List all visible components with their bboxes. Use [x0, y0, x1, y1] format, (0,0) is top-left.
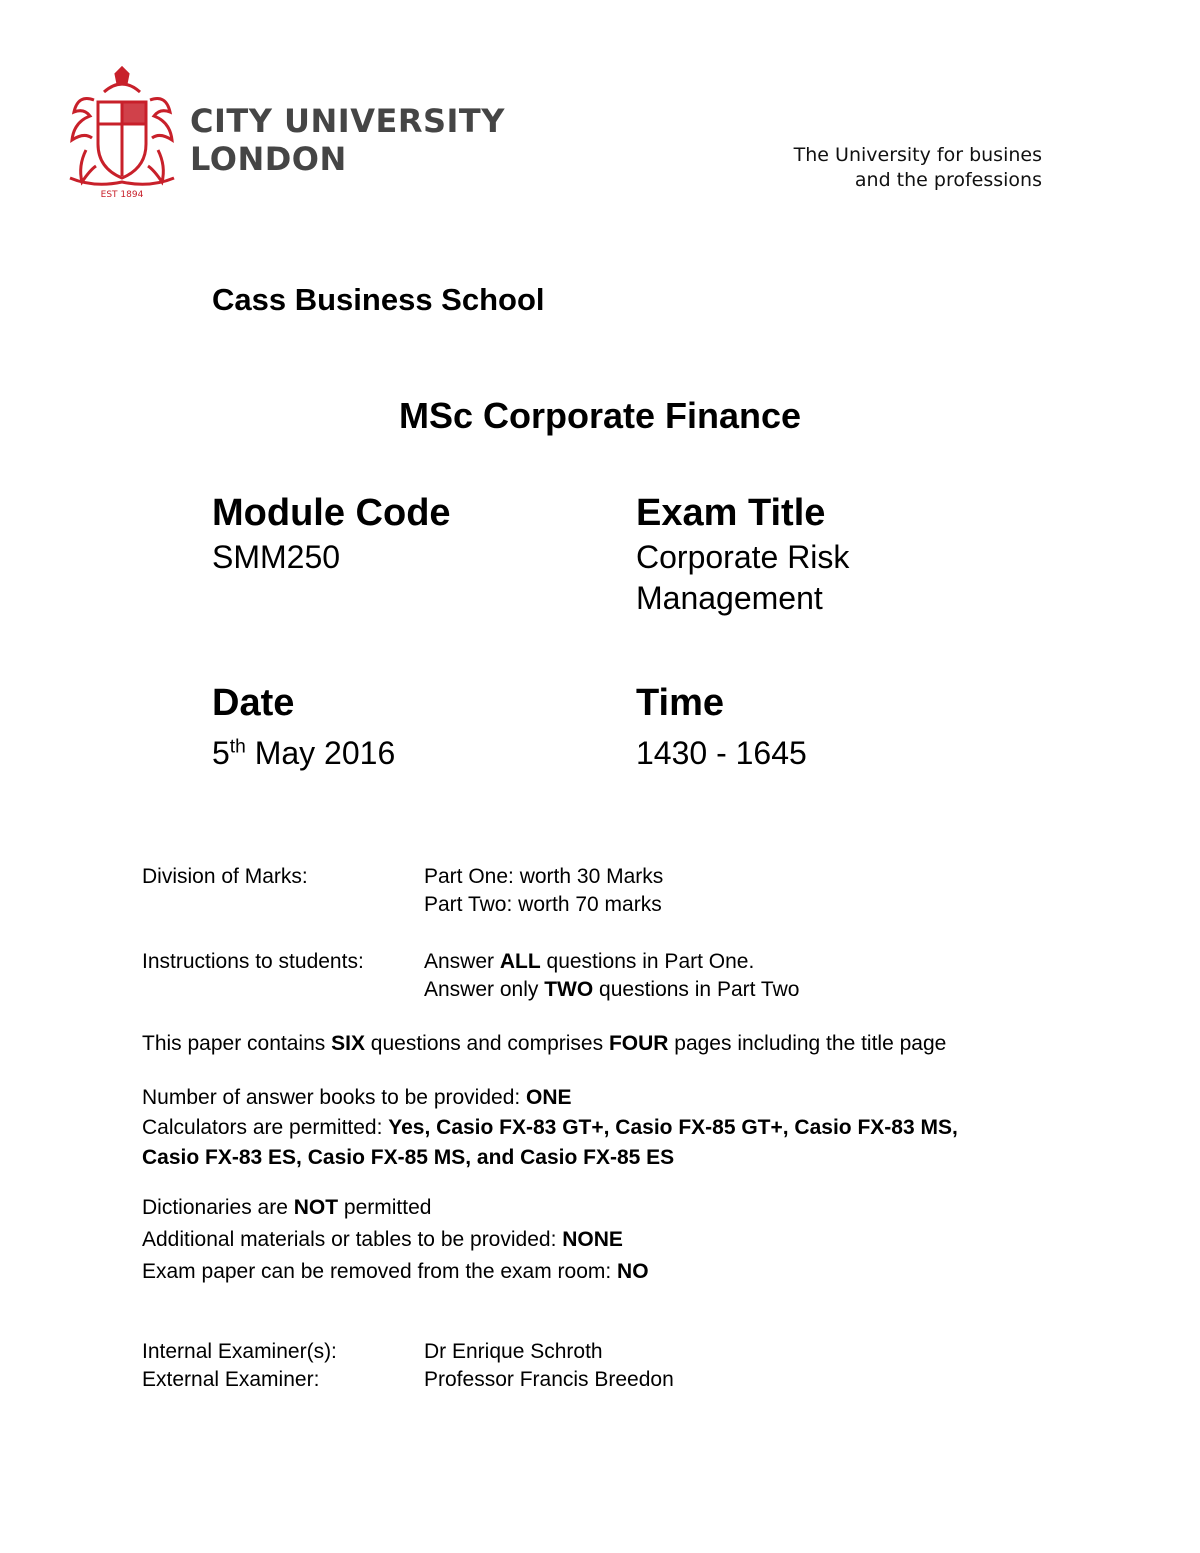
calculators-pre: Calculators are permitted:	[142, 1116, 389, 1139]
exam-title-line2: Management	[636, 580, 823, 616]
module-code-label: Module Code	[212, 492, 451, 534]
division-values	[424, 863, 663, 919]
removal-value: NO	[617, 1260, 649, 1283]
school-name: Cass Business School	[212, 282, 545, 317]
date-value	[212, 733, 395, 774]
paper-mid: questions and comprises	[364, 1032, 609, 1055]
external-examiner-name: Professor Francis Breedon	[424, 1368, 674, 1391]
instructions-label: Instructions to students:	[142, 950, 364, 973]
materials-value: NONE	[562, 1228, 623, 1251]
paper-questions-count: SIX	[331, 1032, 365, 1055]
instructions-values	[424, 948, 799, 1004]
date-rest: May 2016	[245, 735, 396, 771]
university-crest	[64, 66, 180, 200]
division-part-one: Part One: worth 30 Marks	[424, 865, 664, 888]
paper-post: pages including the title page	[668, 1032, 947, 1055]
division-label: Division of Marks:	[142, 865, 308, 888]
instruction-line2-post: questions in Part Two	[593, 978, 800, 1001]
time-value: 1430 - 1645	[636, 735, 807, 771]
exam-title-label: Exam Title	[636, 492, 826, 534]
instruction-line1-pre: Answer	[424, 950, 500, 973]
paper-pre: This paper contains	[142, 1032, 332, 1055]
wordmark-line1: CITY UNIVERSITY	[190, 102, 505, 140]
date-suffix: th	[229, 736, 246, 758]
examiners-labels	[142, 1338, 337, 1394]
university-tagline	[794, 143, 1042, 193]
instruction-line1-bold: ALL	[499, 950, 541, 973]
calculators-models-2: Casio FX-83 ES, Casio FX-85 MS, and Casio FX-85 ES	[142, 1146, 675, 1169]
tagline-line2: and the professions	[854, 169, 1042, 191]
instruction-line1-post: questions in Part One.	[540, 950, 755, 973]
materials-block	[142, 1083, 958, 1173]
date-day: 5	[212, 735, 230, 771]
calculators-models-1: Yes, Casio FX-83 GT+, Casio FX-85 GT+, Casio FX-83 MS,	[388, 1116, 958, 1139]
wordmark-line2: LONDON	[190, 140, 347, 178]
tagline-line1: The University for busines	[793, 144, 1042, 166]
exam-title-line1: Corporate Risk	[636, 539, 850, 575]
instruction-line2	[424, 976, 799, 1004]
instruction-line2-pre: Answer only	[424, 978, 545, 1001]
answer-books-line	[142, 1083, 958, 1113]
materials-pre: Additional materials or tables to be provided:	[142, 1228, 563, 1251]
crest-est-text: EST 1894	[100, 190, 144, 200]
exam-title-value	[636, 537, 849, 619]
internal-examiner-name: Dr Enrique Schroth	[424, 1340, 603, 1363]
paper-contents	[142, 1030, 946, 1058]
dictionaries-post: permitted	[338, 1196, 432, 1219]
answer-books-pre: Number of answer books to be provided:	[142, 1086, 527, 1109]
additional-materials-line	[142, 1224, 649, 1256]
division-part-two: Part Two: worth 70 marks	[424, 893, 662, 916]
examiners-names	[424, 1338, 674, 1394]
module-code-value: SMM250	[212, 539, 341, 575]
external-examiner-label: External Examiner:	[142, 1368, 320, 1391]
time-label: Time	[636, 682, 725, 724]
instruction-line2-bold: TWO	[544, 978, 594, 1001]
calculators-line1	[142, 1113, 958, 1143]
university-wordmark	[190, 102, 505, 178]
answer-books-value: ONE	[526, 1086, 572, 1109]
removal-pre: Exam paper can be removed from the exam room:	[142, 1260, 618, 1283]
date-label: Date	[212, 682, 295, 724]
crest-icon	[64, 66, 180, 200]
dictionaries-value: NOT	[293, 1196, 339, 1219]
instruction-line1	[424, 948, 799, 976]
permissions-block	[142, 1192, 649, 1288]
calculators-line2	[142, 1143, 958, 1173]
dictionaries-pre: Dictionaries are	[142, 1196, 294, 1219]
internal-examiner-label: Internal Examiner(s):	[142, 1340, 337, 1363]
paper-pages-count: FOUR	[608, 1032, 669, 1055]
paper-removal-line	[142, 1256, 649, 1288]
dictionaries-line	[142, 1192, 649, 1224]
program-title: MSc Corporate Finance	[398, 395, 802, 436]
